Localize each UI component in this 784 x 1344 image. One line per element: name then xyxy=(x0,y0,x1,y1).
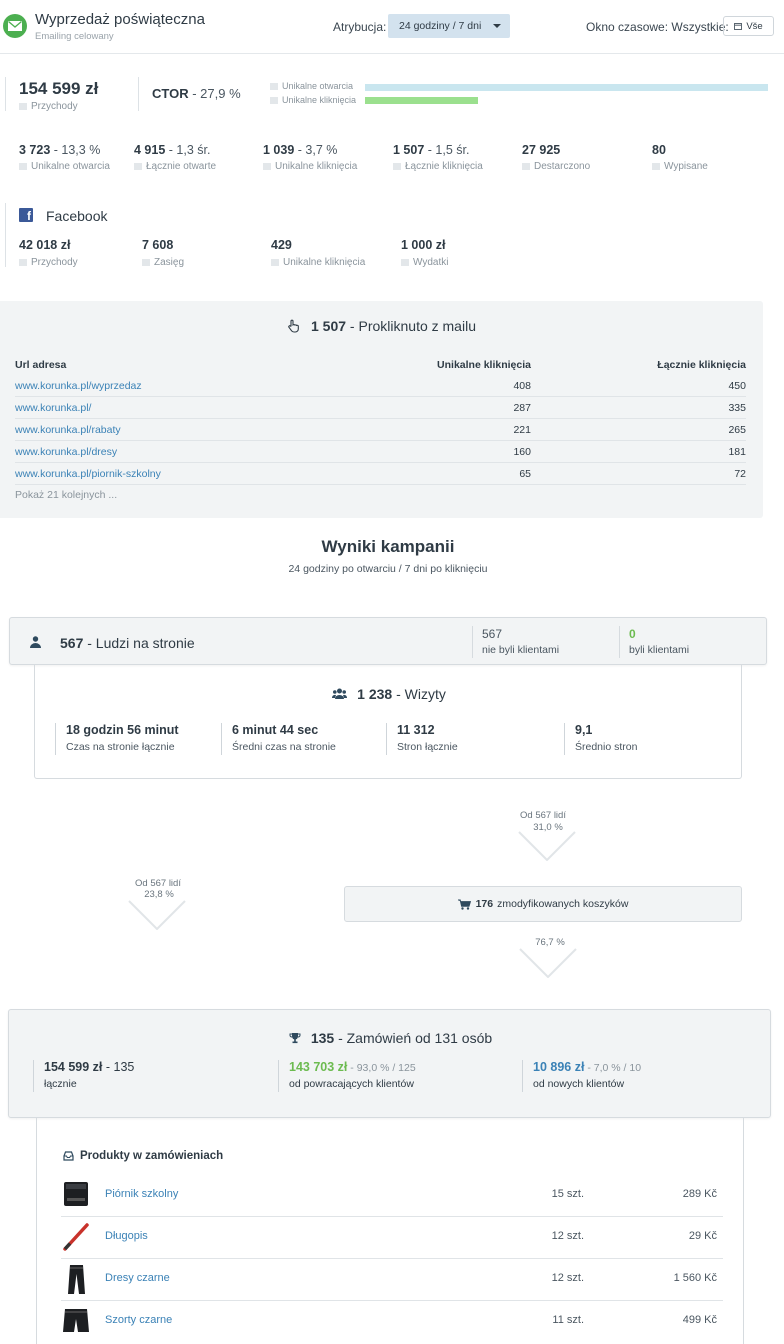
funnel-left-value: 23,8 % xyxy=(144,889,174,900)
people-divider-1 xyxy=(472,626,473,658)
legend-open: Unikalne otwarcia xyxy=(270,81,353,91)
facebook-stat-label-wrap xyxy=(401,257,448,268)
product-name-link[interactable]: Długopis xyxy=(105,1230,148,1242)
bar-track-click xyxy=(365,97,768,104)
funnel-left-label: Od 567 lidí xyxy=(135,878,181,889)
carts-to-orders-value: 76,7 % xyxy=(535,937,565,948)
facebook-stat xyxy=(142,238,184,268)
bullet-icon xyxy=(142,259,150,266)
orders-label: - Zamówień od 131 osób xyxy=(334,1030,493,1046)
email-stat-label: Łącznie otwarte xyxy=(146,161,217,172)
people-divider-2 xyxy=(619,626,620,658)
email-stat xyxy=(19,143,110,172)
calendar-icon xyxy=(734,22,742,30)
unique-clicks-value: 221 xyxy=(513,424,531,436)
unique-clicks-value: 160 xyxy=(513,446,531,458)
visit-stat-value: 9,1 xyxy=(575,723,593,737)
bullet-icon xyxy=(393,163,401,170)
email-stat-label-wrap xyxy=(522,161,590,172)
facebook-stat-label: Wydatki xyxy=(413,257,449,268)
table-row xyxy=(15,441,746,463)
product-row xyxy=(61,1217,723,1259)
revenue-label: Przychody xyxy=(31,101,78,112)
order-stat-value: 10 896 zł - 7,0 % / 10 xyxy=(533,1060,642,1074)
orders-count: 135 xyxy=(310,1030,335,1046)
caret-down-icon xyxy=(493,24,501,28)
table-row xyxy=(15,397,746,419)
header xyxy=(0,0,784,54)
product-price: 289 Kč xyxy=(682,1188,717,1200)
funnel-right-top-label: Od 567 lidí xyxy=(520,810,566,821)
order-stat-label: od powracających klientów xyxy=(289,1078,414,1090)
bullet-icon xyxy=(270,97,278,104)
visits-label: - Wizyty xyxy=(392,686,446,702)
people-heading xyxy=(60,635,195,651)
product-price: 29 Kč xyxy=(688,1230,717,1242)
orders-card xyxy=(8,1009,771,1118)
revenue-label-wrap xyxy=(19,101,78,112)
visit-stat xyxy=(55,723,179,755)
col-header-url: Url adresa xyxy=(15,359,67,371)
order-stat-label: od nowych klientów xyxy=(533,1078,625,1090)
url-link[interactable]: www.korunka.pl/dresy xyxy=(15,446,118,458)
url-link[interactable]: www.korunka.pl/wyprzedaz xyxy=(15,380,142,392)
page-subtitle: Emailing celowany xyxy=(35,31,114,42)
email-stat-label-wrap xyxy=(393,161,483,172)
facebook-stat xyxy=(401,238,448,268)
visit-stat xyxy=(221,723,336,755)
url-link[interactable]: www.korunka.pl/rabaty xyxy=(15,424,121,436)
email-stat-label-wrap xyxy=(263,161,357,172)
visit-stat-label: Czas na stronie łącznie xyxy=(66,741,175,753)
email-stat-value: 1 039 - 3,7 % xyxy=(263,143,338,157)
time-window-button[interactable] xyxy=(723,16,774,36)
email-stat xyxy=(652,143,708,172)
funnel-arrow-icon xyxy=(128,900,188,930)
bar-unique-clicks xyxy=(365,97,478,104)
visits-heading xyxy=(35,686,743,702)
email-stat xyxy=(263,143,357,172)
bullet-icon xyxy=(19,259,27,266)
facebook-divider xyxy=(5,203,6,267)
product-row xyxy=(61,1259,723,1301)
facebook-stat-label: Unikalne kliknięcia xyxy=(283,257,366,268)
product-price: 499 Kč xyxy=(682,1314,717,1326)
facebook-stat-label: Przychody xyxy=(31,257,78,268)
email-stats xyxy=(19,143,779,177)
products-table xyxy=(61,1175,723,1339)
user-icon xyxy=(30,636,41,648)
results-title: Wyniki kampanii xyxy=(321,537,455,556)
order-stat xyxy=(33,1060,134,1092)
col-header-total: Łącznie kliknięcia xyxy=(657,359,746,371)
bullet-icon xyxy=(401,259,409,266)
visit-stat-label: Stron łącznie xyxy=(397,741,458,753)
revenue-divider-left xyxy=(5,77,6,111)
visit-stat-value: 6 minut 44 sec xyxy=(232,723,319,737)
product-name-link[interactable]: Dresy czarne xyxy=(105,1272,170,1284)
people-count: 567 xyxy=(60,635,84,651)
product-quantity: 11 szt. xyxy=(552,1314,584,1326)
visits-stats xyxy=(55,723,735,757)
products-heading xyxy=(63,1150,223,1162)
order-stat-value: 143 703 zł - 93,0 % / 125 xyxy=(289,1060,416,1074)
url-link[interactable]: www.korunka.pl/ xyxy=(15,402,92,414)
facebook-title: Facebook xyxy=(46,208,108,224)
facebook-stat-label-wrap xyxy=(19,257,78,268)
shorts-icon xyxy=(61,1306,93,1338)
revenue-value: 154 599 zł xyxy=(19,79,99,98)
carts-card xyxy=(344,886,742,922)
unique-clicks-value: 65 xyxy=(519,468,531,480)
clicks-title: - Prokliknuto z mailu xyxy=(346,318,476,334)
ctor xyxy=(152,86,241,101)
product-quantity: 12 szt. xyxy=(551,1272,584,1284)
visits-count: 1 238 xyxy=(357,686,393,702)
product-quantity: 15 szt. xyxy=(551,1188,584,1200)
facebook-stat-label-wrap xyxy=(142,257,184,268)
inbox-icon xyxy=(63,1151,74,1161)
total-clicks-value: 450 xyxy=(728,380,746,392)
email-stat xyxy=(393,143,483,172)
facebook-stat-value: 42 018 zł xyxy=(19,238,71,252)
non-clients-value: 567 xyxy=(482,627,503,641)
bullet-icon xyxy=(263,163,271,170)
facebook-stat xyxy=(271,238,365,268)
trophy-icon xyxy=(289,1032,301,1044)
product-name-link[interactable]: Piórnik szkolny xyxy=(105,1188,179,1200)
email-stat xyxy=(134,143,216,172)
bar-unique-opens xyxy=(365,84,768,91)
email-stat-value: 27 925 xyxy=(522,143,561,157)
facebook-stat-value: 7 608 xyxy=(142,238,174,252)
users-icon xyxy=(332,688,347,700)
time-window-label: Okno czasowe: Wszystkie: xyxy=(586,20,729,34)
facebook-stat-value: 429 xyxy=(271,238,292,252)
results-subtitle: 24 godziny po otwarciu / 7 dni po kliknięciu xyxy=(288,563,488,575)
email-stat-value: 1 507 - 1,5 śr. xyxy=(393,143,470,157)
funnel-arrow-icon xyxy=(519,948,579,978)
visit-stat xyxy=(386,723,458,755)
order-stat-value: 154 599 zł - 135 xyxy=(44,1060,135,1074)
people-card xyxy=(9,617,767,665)
table-row xyxy=(15,375,746,397)
facebook-icon: f xyxy=(19,208,33,222)
product-price: 1 560 Kč xyxy=(673,1272,717,1284)
total-clicks-value: 335 xyxy=(728,402,746,414)
visits-card xyxy=(34,665,742,779)
visit-stat-value: 11 312 xyxy=(397,723,435,737)
visit-stat-label: Średnio stron xyxy=(575,741,638,753)
show-more-link[interactable]: Pokaż 21 kolejnych ... xyxy=(15,489,118,501)
carts-count: 176 xyxy=(475,898,494,910)
email-stat-label: Wypisane xyxy=(664,161,708,172)
facebook-stat-label-wrap xyxy=(271,257,365,268)
products-title: Produkty w zamówieniach xyxy=(80,1150,224,1162)
unique-clicks-value: 408 xyxy=(513,380,531,392)
order-stat xyxy=(278,1060,416,1092)
facebook-stat-value: 1 000 zł xyxy=(401,238,446,252)
email-stat-label: Unikalne kliknięcia xyxy=(275,161,358,172)
bar-track-open xyxy=(365,84,768,91)
pants-icon xyxy=(61,1264,93,1296)
email-campaign-icon xyxy=(3,14,27,38)
legend-click: Unikalne kliknięcia xyxy=(270,95,356,105)
email-stat-label-wrap xyxy=(19,161,110,172)
ctor-value: - 27,9 % xyxy=(192,86,241,101)
ctor-label: CTOR xyxy=(152,86,189,101)
funnel-arrow-icon xyxy=(518,831,578,861)
email-stat xyxy=(522,143,590,172)
product-name-link[interactable]: Szorty czarne xyxy=(105,1314,173,1326)
facebook-stat-label: Zasięg xyxy=(154,257,185,268)
clicks-heading xyxy=(0,318,763,334)
email-stat-label: Łącznie kliknięcia xyxy=(405,161,483,172)
attribution-label: Atrybucja: xyxy=(333,20,387,34)
clicks-table xyxy=(15,375,746,485)
attribution-select[interactable] xyxy=(388,14,510,38)
people-label: - Ludzi na stronie xyxy=(83,635,195,651)
bullet-icon xyxy=(652,163,660,170)
clients-label: byli klientami xyxy=(629,644,690,656)
product-quantity: 12 szt. xyxy=(551,1230,584,1242)
pencil-case-icon xyxy=(61,1180,93,1212)
orders-heading xyxy=(9,1030,772,1046)
bullet-icon xyxy=(134,163,142,170)
funnel-right-top-value: 31,0 % xyxy=(533,822,563,833)
non-clients-label: nie byli klientami xyxy=(482,644,560,656)
pen-icon xyxy=(61,1222,93,1254)
unique-clicks-value: 287 xyxy=(513,402,531,414)
products-card xyxy=(36,1118,744,1344)
clients-value: 0 xyxy=(629,627,636,641)
url-link[interactable]: www.korunka.pl/piornik-szkolny xyxy=(15,468,161,480)
orders-stats xyxy=(33,1060,753,1094)
revenue-divider-right xyxy=(138,77,139,111)
product-row xyxy=(61,1175,723,1217)
email-stat-value: 80 xyxy=(652,143,666,157)
bullet-icon xyxy=(522,163,530,170)
email-stat-value: 4 915 - 1,3 śr. xyxy=(134,143,211,157)
bullet-icon xyxy=(270,83,278,90)
email-stat-value: 3 723 - 13,3 % xyxy=(19,143,101,157)
visit-stat xyxy=(564,723,637,755)
visit-stat-value: 18 godzin 56 minut xyxy=(66,723,179,737)
order-stat xyxy=(522,1060,641,1092)
total-clicks-value: 265 xyxy=(728,424,746,436)
email-stat-label: Unikalne otwarcia xyxy=(31,161,110,172)
hand-pointer-icon xyxy=(287,319,301,333)
email-stat-label-wrap xyxy=(134,161,216,172)
clicks-count: 1 507 xyxy=(311,318,347,334)
email-stat-label-wrap xyxy=(652,161,708,172)
bullet-icon xyxy=(19,103,27,110)
table-row xyxy=(15,463,746,485)
email-stat-label: Destarczono xyxy=(534,161,591,172)
clicks-panel xyxy=(0,301,763,518)
col-header-unique: Unikalne kliknięcia xyxy=(437,359,531,371)
facebook-stats xyxy=(19,238,619,272)
attribution-value: 24 godziny / 7 dni xyxy=(399,20,482,32)
visit-stat-label: Średni czas na stronie xyxy=(232,741,336,753)
bullet-icon xyxy=(19,163,27,170)
total-clicks-value: 181 xyxy=(728,446,746,458)
product-row xyxy=(61,1301,723,1339)
total-clicks-value: 72 xyxy=(734,468,746,480)
page-title: Wyprzedaż poświąteczna xyxy=(35,11,205,28)
facebook-stat xyxy=(19,238,78,268)
order-stat-label: łącznie xyxy=(44,1078,77,1090)
bullet-icon xyxy=(271,259,279,266)
table-row xyxy=(15,419,746,441)
shopping-cart-icon xyxy=(458,899,471,910)
carts-label: zmodyfikowanych koszyków xyxy=(497,898,629,910)
time-window-value: Vše xyxy=(746,20,763,32)
